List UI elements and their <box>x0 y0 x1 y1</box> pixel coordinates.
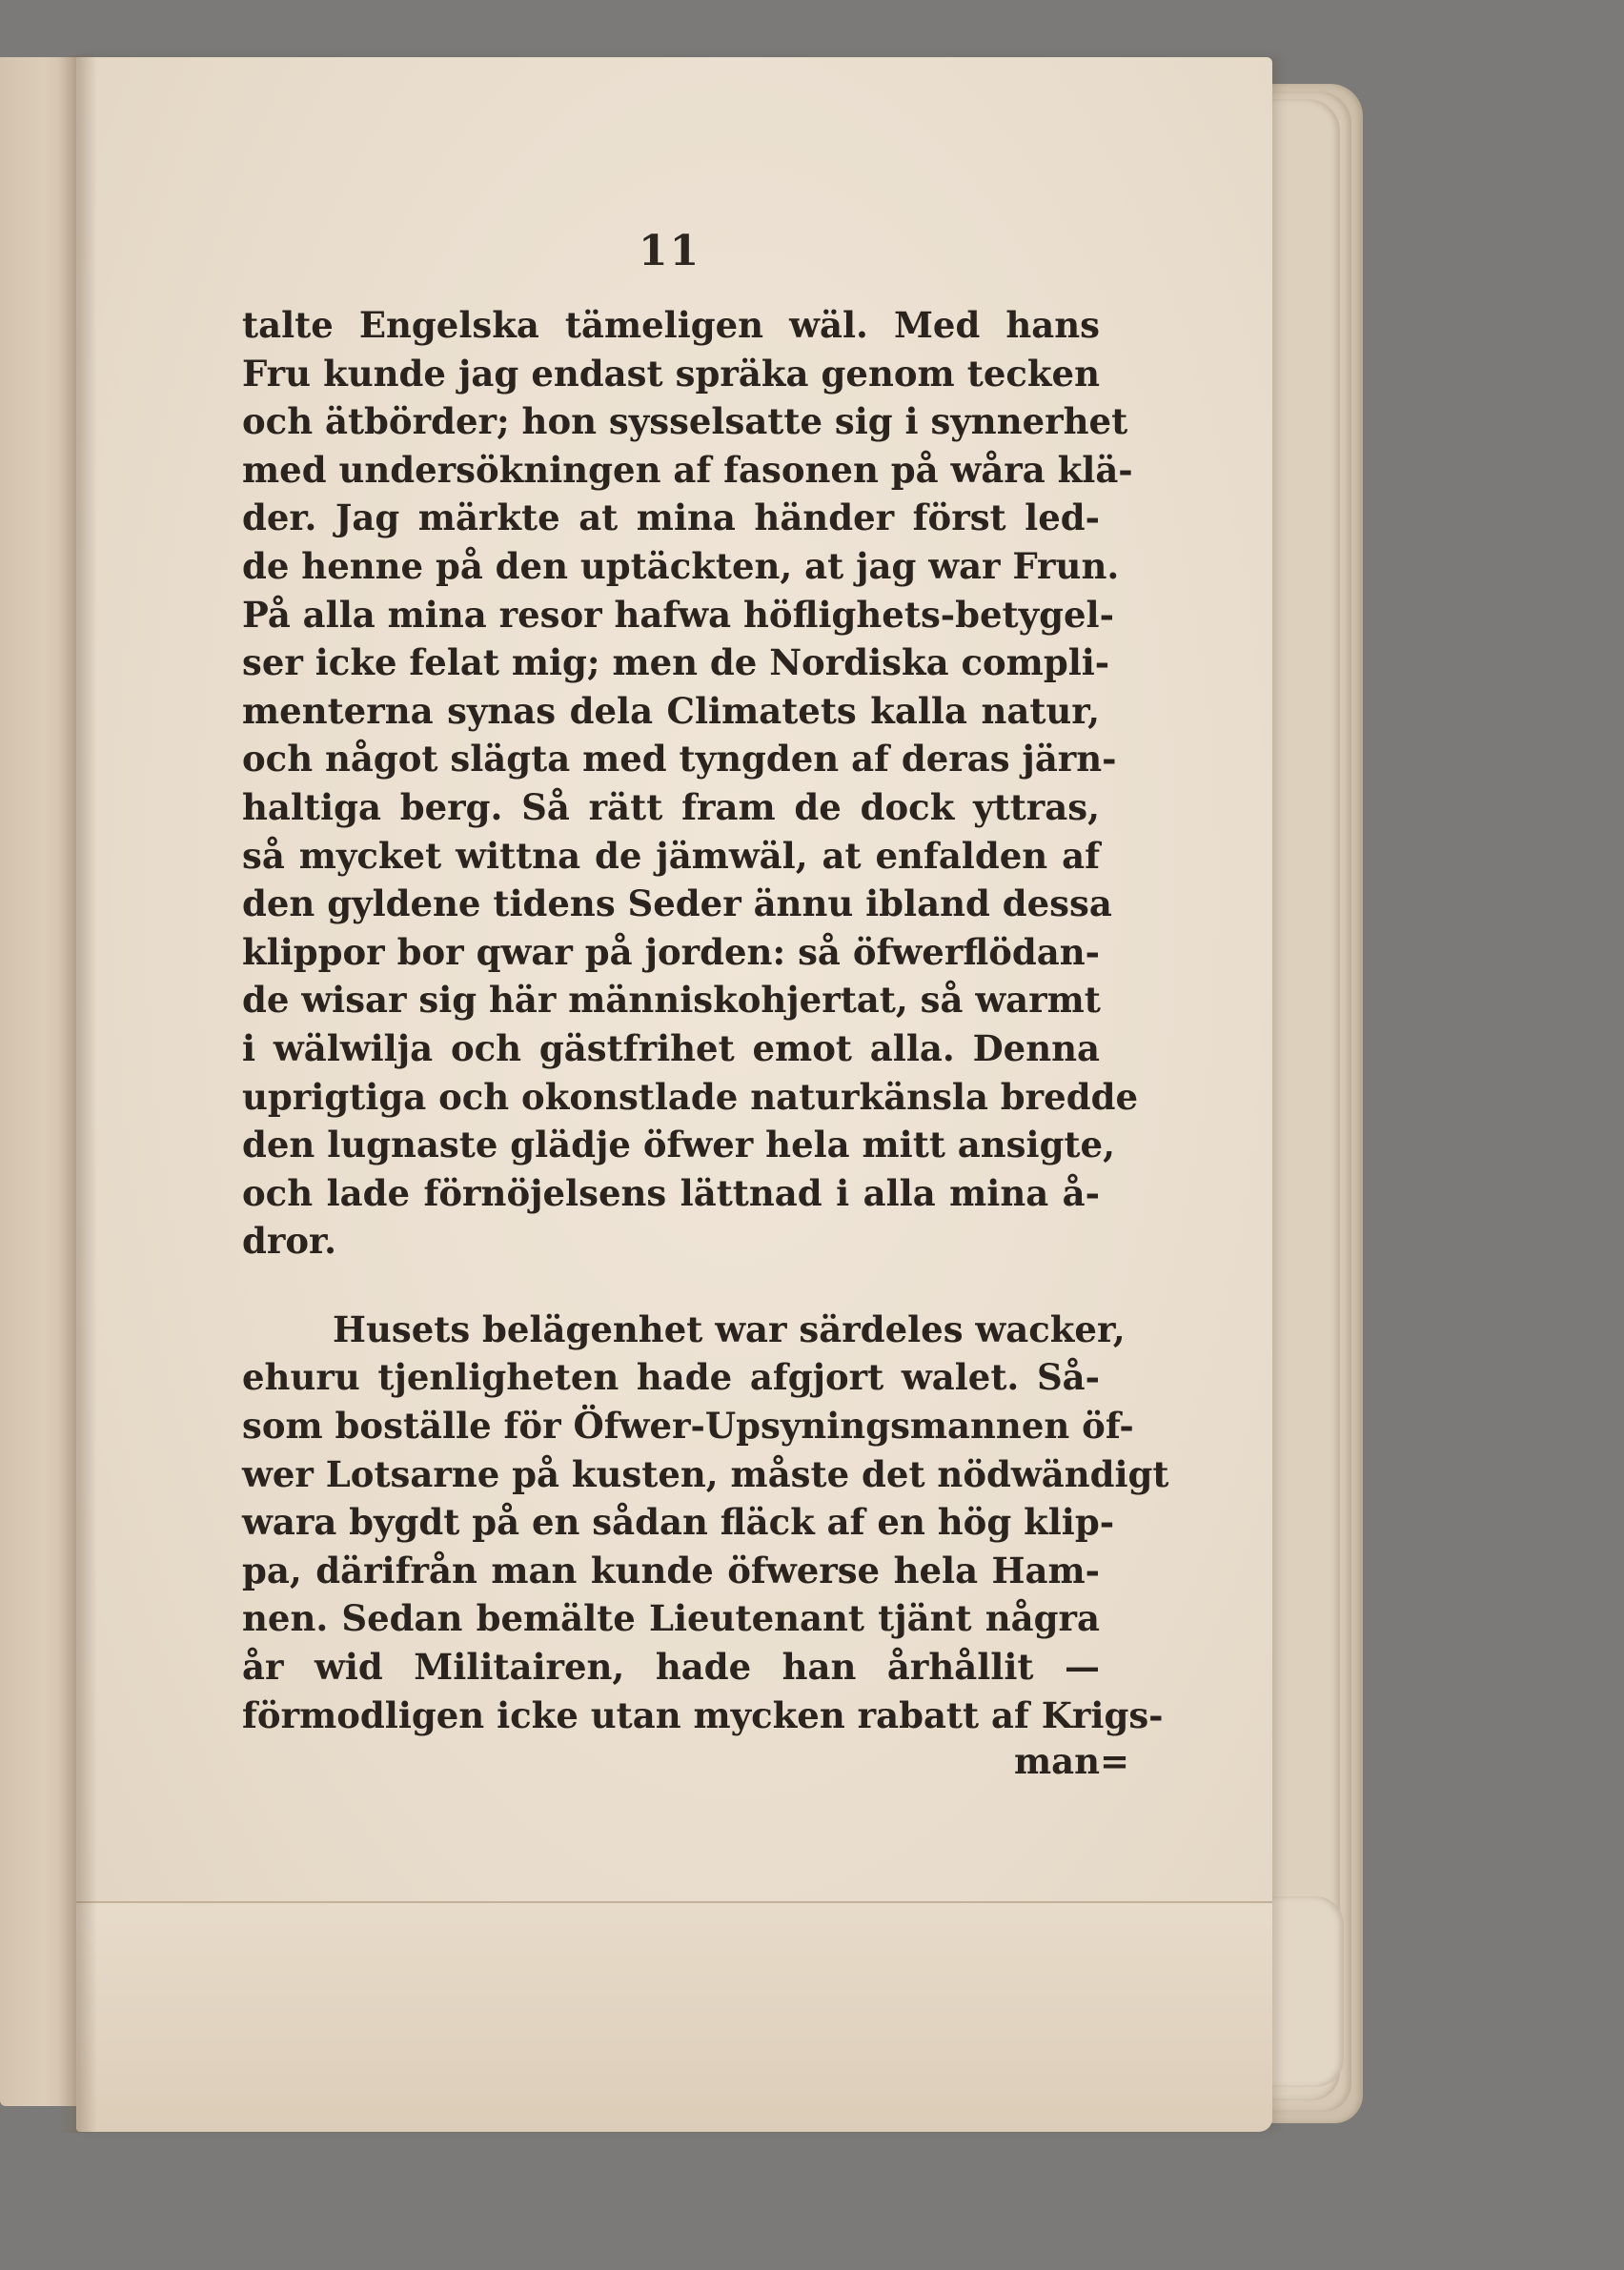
catchword: man= <box>1014 1740 1130 1782</box>
text-line: den gyldene tidens Seder ännu ibland dessa <box>242 882 1112 925</box>
page-bottom-margin <box>76 1901 1272 2132</box>
paragraph-gap <box>242 1266 1100 1306</box>
text-line: ser icke felat mig; men de Nordiska compli- <box>242 641 1110 684</box>
text-line: På alla mina resor hafwa höflighets-betygel- <box>242 593 1114 636</box>
body-text <box>242 301 1169 1739</box>
text-line: uprigtiga och okonstlade naturkänsla bredde <box>242 1075 1138 1118</box>
text-line: och ätbörder; hon sysselsatte sig i synnerhet <box>242 400 1128 443</box>
text-line: och något slägta med tyngden af deras järn- <box>242 738 1117 780</box>
paragraph-2 <box>242 1306 1169 1739</box>
text-line: år wid Militairen, hade han århållit — <box>242 1646 1100 1689</box>
text-line: pa, därifrån man kunde öfwerse hela Ham- <box>242 1549 1100 1591</box>
text-line: talte Engelska tämeligen wäl. Med hans <box>242 304 1100 346</box>
gutter-shadow <box>59 55 97 2133</box>
text-line: wer Lotsarne på kusten, måste det nödwändigt <box>242 1452 1169 1495</box>
text-line: med undersökningen af fasonen på wåra klä- <box>242 448 1133 491</box>
text-line: Fru kunde jag endast spräka genom tecken <box>242 352 1100 395</box>
text-line: dror. <box>242 1220 337 1263</box>
text-line: som boställe för Öfwer-Upsyningsmannen öf- <box>242 1405 1134 1448</box>
text-line: förmodligen icke utan mycken rabatt af Krigs- <box>242 1693 1164 1736</box>
text-line: wara bygdt på en sådan fläck af en hög klip- <box>242 1501 1115 1544</box>
text-line: nen. Sedan bemälte Lieutenant tjänt några <box>242 1597 1100 1640</box>
text-line: så mycket wittna de jämwäl, at enfalden af <box>242 834 1100 877</box>
text-line: Husets belägenhet war särdeles wacker, <box>333 1307 1126 1350</box>
text-line: der. Jag märkte at mina händer först led- <box>242 497 1100 539</box>
text-line: den lugnaste glädje öfwer hela mitt ansigte, <box>242 1124 1115 1166</box>
text-line: ehuru tjenligheten hade afgjort walet. Så- <box>242 1356 1100 1399</box>
text-line: de henne på den uptäckten, at jag war Frun. <box>242 544 1120 587</box>
paragraph-1 <box>242 301 1138 1266</box>
page-number: 11 <box>639 227 701 275</box>
text-line: i wälwilja och gästfrihet emot alla. Denna <box>242 1026 1100 1069</box>
text-line: och lade förnöjelsens lättnad i alla mina å- <box>242 1171 1100 1214</box>
text-line: menterna synas dela Climatets kalla natur, <box>242 689 1100 732</box>
text-line: haltiga berg. Så rätt fram de dock yttras, <box>242 785 1100 828</box>
text-line: klippor bor qwar på jorden: så öfwerflödan- <box>242 930 1100 973</box>
text-line: de wisar sig här människohjertat, så warmt <box>242 979 1101 1022</box>
